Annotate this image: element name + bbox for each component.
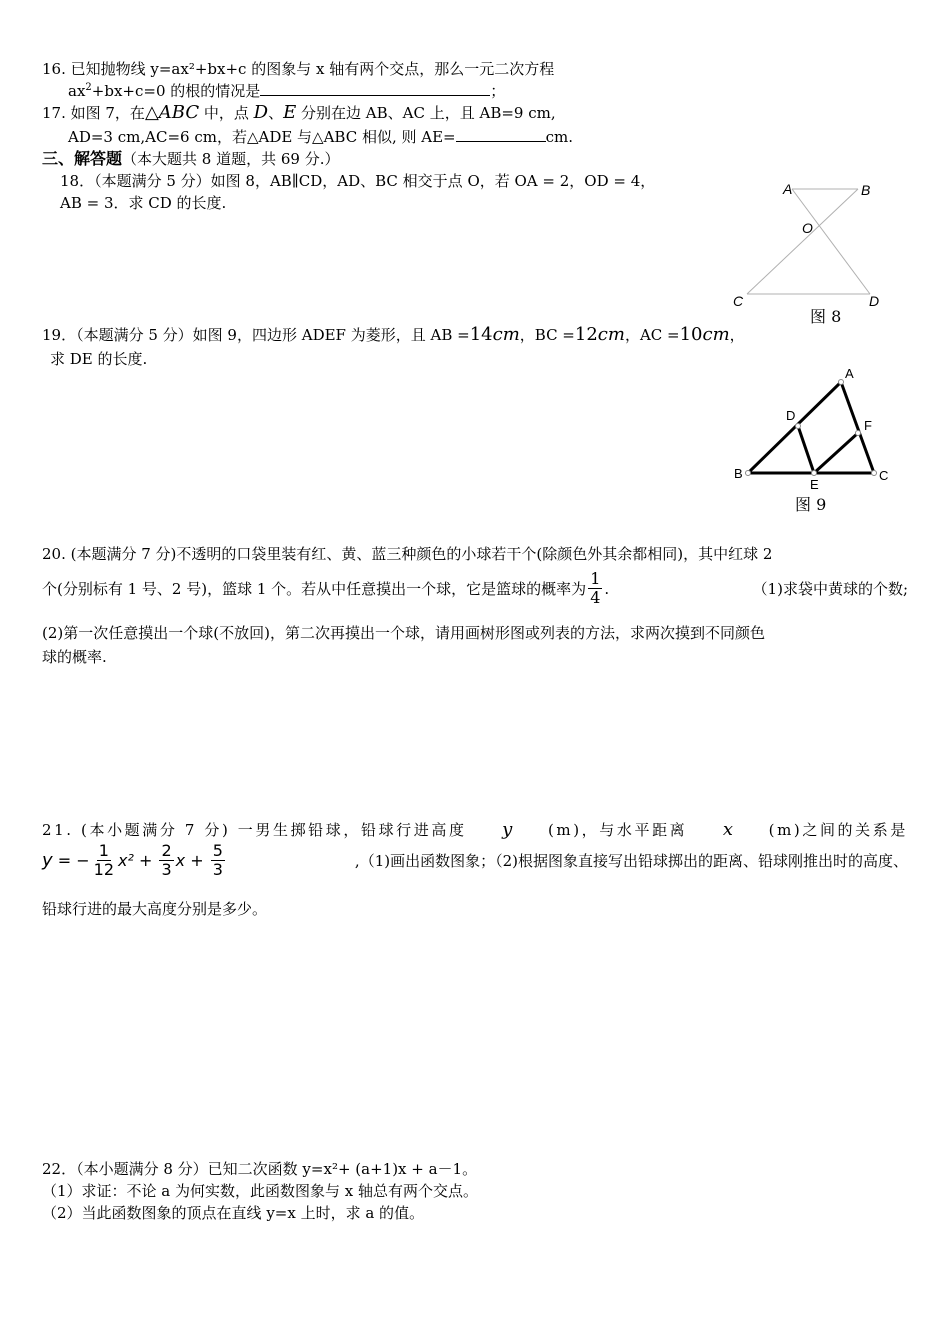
q22-text1: 22．（本小题满分 8 分）已知二次函数 y=x²+ (a+1)x + a－1。	[42, 1160, 478, 1178]
q20-text4: 球的概率.	[42, 648, 107, 666]
q22-text3: （2）当此函数图象的顶点在直线 y=x 上时，求 a 的值。	[42, 1204, 425, 1222]
fig9-caption	[795, 495, 826, 515]
q17-text2b: cm.	[545, 128, 574, 146]
fig8-label-b: B	[861, 182, 871, 198]
q17-text1a: 17. 如图 7，在	[42, 104, 145, 122]
q17-triangle: △	[144, 102, 159, 123]
q21-text1b: (m)，与水平距离	[547, 821, 688, 839]
fig8-line-bc	[747, 189, 858, 294]
fig9-line-ef	[814, 433, 858, 473]
q21-f1-num: 1	[98, 841, 109, 860]
q19-text1c: ，AC =	[624, 326, 680, 344]
fig9-label-e: E	[810, 477, 819, 492]
fig9-point-e	[812, 471, 817, 476]
q21-eq-eq: = −	[52, 850, 90, 870]
q19-v2: 12	[574, 324, 598, 345]
q22-line1	[42, 1159, 477, 1179]
q18-text1: 18．（本题满分 5 分）如图 8，AB∥CD，AD、BC 相交于点 O，若 OA = 2，OD = 4，	[60, 172, 656, 190]
q20-text2c: （1)求袋中黄球的个数;	[752, 579, 908, 598]
q21-equation	[42, 842, 227, 879]
q22-text2: （1）求证：不论 a 为何实数，此函数图象与 x 轴总有两个交点。	[42, 1182, 479, 1200]
q20-text3: (2)第一次任意摸出一个球(不放回)，第二次再摸出一个球，请用画树形图或列表的方法，求两次摸到不同颜色	[42, 624, 765, 642]
q21-f1-den: 12	[93, 860, 114, 879]
q21-eq-x: x	[175, 850, 186, 870]
q21-frac3	[211, 842, 225, 879]
q20-line1	[42, 543, 908, 565]
section3-title: 三、解答题	[42, 149, 123, 168]
q21-text1c: (m)之间的关系是	[768, 821, 908, 839]
fig8-label-d: D	[869, 293, 880, 309]
q16-text2-mid: +bx+c=0 的根的情况是	[91, 82, 261, 100]
figure-8	[720, 175, 900, 325]
q19-text1a: 19．（本题满分 5 分）如图 9，四边形 ADEF 为菱形，且 AB =	[42, 326, 470, 344]
q18-text2: AB = 3．求 CD 的长度.	[60, 194, 227, 212]
q20-line4	[42, 647, 107, 667]
q19-text2: 求 DE 的长度.	[50, 350, 148, 368]
q19-v1: 14	[469, 324, 493, 345]
q21-text1a: 21. (本小题满分 7 分) 一男生掷铅球，铅球行进高度	[42, 821, 467, 839]
q22-line2	[42, 1181, 478, 1201]
q17-line1	[42, 103, 556, 123]
fig9-caption-text: 图 9	[795, 495, 827, 514]
q21-text2b: ,（1)画出函数图象；（2)根据图象直接写出铅球掷出的距离、铅球刚推出时的高度、	[354, 851, 908, 870]
fig9-label-f: F	[864, 418, 872, 433]
q21-eq-y: y	[42, 849, 53, 871]
q21-f3-num: 5	[212, 841, 223, 860]
q18-line2	[60, 193, 226, 213]
q19-u1: cm	[492, 324, 520, 345]
q19-u3: cm	[702, 324, 730, 345]
q16-sup: 2	[85, 82, 92, 93]
q21-frac1	[92, 842, 116, 879]
q20-fraction	[588, 570, 602, 607]
q21-line1	[42, 819, 908, 841]
q18-line1	[60, 171, 655, 191]
q19-u2: cm	[597, 324, 625, 345]
q16-text2-end: ；	[490, 82, 506, 100]
q21-line2	[42, 842, 908, 879]
fig9-point-c	[872, 471, 877, 476]
q17-line2	[68, 127, 573, 147]
q16-answer-blank	[260, 81, 490, 96]
fig8-line-ad	[792, 189, 870, 294]
q21-frac2	[159, 842, 173, 879]
q21-f2-den: 3	[161, 860, 172, 879]
q16-text1: 16. 已知抛物线 y=ax²+bx+c 的图象与 x 轴有两个交点，那么一元二次方程	[42, 60, 555, 78]
q16-line2	[68, 81, 505, 101]
q19-v3: 10	[679, 324, 703, 345]
q21-var-y: y	[502, 819, 513, 840]
fig9-point-a	[839, 380, 844, 385]
q21-line3	[42, 899, 267, 919]
q20-line2	[42, 570, 908, 607]
q17-text1b: 中，点	[199, 104, 254, 122]
q20-line3	[42, 622, 908, 644]
q19-line1	[42, 325, 745, 345]
q21-f2-num: 2	[161, 841, 172, 860]
fig9-point-d	[796, 424, 801, 429]
section3-note: （本大题共 8 道题，共 69 分.）	[122, 150, 340, 168]
fig9-point-b	[746, 471, 751, 476]
q17-abc: ABC	[158, 102, 200, 123]
q16-text2-pre: ax	[68, 82, 86, 100]
fig9-label-a: A	[845, 366, 854, 381]
q19-text1d: ，	[729, 326, 745, 344]
q20-text2a: 个(分别标有 1 号、2 号)，篮球 1 个。若从中任意摸出一个球，它是篮球的概率为	[42, 579, 587, 598]
q17-text1f: 分别在边 AB、AC 上，且 AB=9 cm,	[296, 104, 556, 122]
q17-text1c: 、	[268, 104, 284, 122]
fig8-caption	[810, 307, 841, 327]
fig9-label-d: D	[786, 408, 796, 423]
q19-line2	[50, 349, 147, 369]
fig9-point-f	[856, 431, 861, 436]
q21-eq-plus1: +	[133, 850, 158, 870]
q17-text2a: AD=3 cm,AC=6 cm，若△ADE 与△ABC 相似, 则 AE=	[68, 128, 456, 146]
q20-frac-num: 1	[590, 569, 601, 588]
q21-text3: 铅球行进的最大高度分别是多少。	[42, 900, 268, 918]
q20-text2b: .	[604, 579, 610, 598]
q17-e: E	[283, 102, 297, 123]
q17-answer-blank	[456, 127, 546, 142]
fig8-caption-text: 图 8	[810, 307, 842, 326]
section3-heading	[42, 149, 340, 169]
q19-text1b: ，BC =	[519, 326, 575, 344]
q21-eq-x2: x²	[118, 850, 134, 870]
fig8-label-a: A	[783, 181, 793, 197]
fig9-line-de	[798, 426, 814, 473]
q22-line3	[42, 1203, 424, 1223]
fig9-label-b: B	[734, 466, 743, 481]
q21-f3-den: 3	[212, 860, 223, 879]
fig8-label-o: O	[802, 220, 813, 236]
fig9-label-c: C	[879, 468, 889, 483]
q17-d: D	[253, 102, 269, 123]
figure-9	[728, 362, 898, 492]
q21-eq-plus2: +	[185, 850, 209, 870]
q21-var-x: x	[722, 819, 734, 840]
q16-line1	[42, 59, 554, 79]
q20-frac-den: 4	[590, 588, 601, 607]
q20-text1: 20. (本题满分 7 分)不透明的口袋里装有红、黄、蓝三种颜色的小球若干个(除颜色外其余都相同)，其中红球 2	[42, 545, 773, 563]
fig8-label-c: C	[733, 293, 744, 309]
